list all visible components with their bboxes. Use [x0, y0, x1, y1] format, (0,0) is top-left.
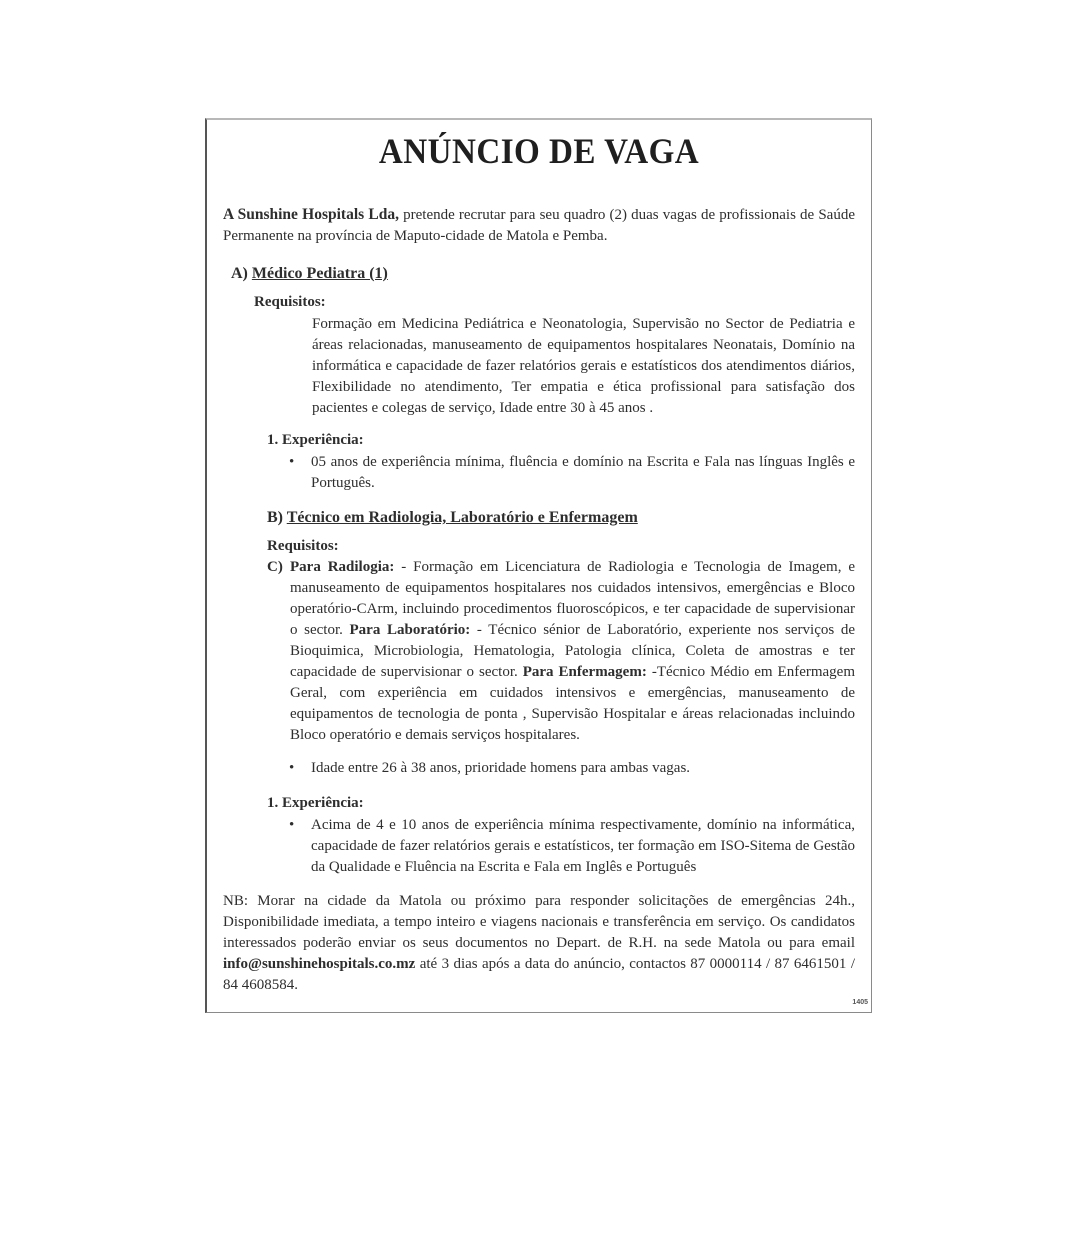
section-a-requirements-label: Requisitos:	[254, 294, 326, 310]
section-a-requirements-text: Formação em Medicina Pediátrica e Neonatologia, Supervisão no Sector de Pediatria e áreas relacionadas, manuseamento de equipamentos hospitalares Neonatais, Domínio na informática e capacidade de fazer relatórios gerais e estatísticos dos atendimentos diários, Flexibilidade no atendimento, Ter empatia e ética profissional para satisfação dos pacientes e colegas de serviço, Idade entre 30 à 45 anos .	[312, 316, 855, 416]
enfermagem-label: Para Enfermagem:	[522, 664, 647, 680]
bullet-icon: •	[289, 817, 295, 833]
note-text-after: até 3 dias após a data do anúncio, contactos 87 0000114 / 87 6461501 / 84 4608584.	[223, 956, 855, 993]
section-c-text	[290, 557, 855, 746]
job-advert-frame	[205, 118, 872, 1013]
section-b-requirements-label: Requisitos:	[267, 538, 339, 554]
section-b-experience-label: 1. Experiência:	[267, 795, 364, 811]
section-b-heading	[267, 507, 638, 528]
section-b-experience-item	[289, 815, 855, 878]
section-b-experience-text: Acima de 4 e 10 anos de experiência mínima respectivamente, domínio na informática, capacidade de fazer relatórios gerais e estatísticos, ter formação em ISO-Sitema de Gestão da Qualidade e Fluência na Escrita e Fala em Inglês e Português	[311, 817, 855, 875]
laboratorio-text: - Técnico sénior de Laboratório, experiente nos serviços de Bioquimica, Microbiologia, Hematologia, Patologia clínica, Coleta de amostras e ter capacidade de supervisionar o sector.	[290, 622, 855, 680]
section-a-title: Médico Pediatra (1)	[251, 265, 388, 282]
section-a-heading	[231, 263, 388, 284]
contact-email: info@sunshinehospitals.co.mz	[223, 956, 416, 972]
intro-text: pretende recrutar para seu quadro (2) duas vagas de profissionais de Saúde Permanente na província de Maputo-cidade de Matola e Pemba.	[223, 207, 855, 244]
bullet-icon: •	[289, 760, 295, 776]
note-paragraph	[223, 891, 855, 996]
section-b-age-text: Idade entre 26 à 38 anos, prioridade homens para ambas vagas.	[311, 760, 691, 776]
section-a-experience-text: 05 anos de experiência mínima, fluência e domínio na Escrita e Fala nas línguas Inglês e Português.	[311, 454, 855, 491]
section-b-age-item	[289, 758, 855, 779]
radiologia-text: - Formação em Licenciatura de Radiologia e Tecnologia de Imagem, e manuseamento de equipamentos hospitalares nos cuidados intensivos, emergências e Bloco operatório-CArm, incluindo procedimentos fluoroscópicos, e ter capacidade de supervisionar o sector.	[290, 559, 855, 638]
radiologia-label: Para Radilogia:	[290, 559, 395, 575]
laboratorio-label: Para Laboratório:	[349, 622, 471, 638]
page-title: ANÚNCIO DE VAGA	[378, 131, 700, 171]
section-b-prefix: B)	[267, 509, 287, 526]
section-c-paragraph	[267, 557, 855, 746]
enfermagem-text: -Técnico Médio em Enfermagem Geral, com experiência em cuidados intensivos e emergências, manuseamento de equipamentos de tecnologia de ponta , Supervisão Hospitalar e áreas relacionadas incluindo Bloco operatório e demais serviços hospitalares.	[290, 664, 856, 743]
company-name: A Sunshine Hospitals Lda,	[223, 206, 400, 223]
bullet-icon: •	[289, 454, 295, 470]
reference-code: 1405	[852, 999, 868, 1006]
section-a-experience-label: 1. Experiência:	[267, 432, 364, 448]
section-a-prefix: A)	[231, 265, 252, 282]
section-a-experience-item	[289, 452, 855, 494]
intro-paragraph	[223, 204, 855, 247]
note-text-before: NB: Morar na cidade da Matola ou próximo para responder solicitações de emergências 24h., Disponibilidade imediata, a tempo inteiro e viagens nacionais e transferência em serviço. Os candidatos interessados poderão enviar os seus documentos no Depart. de R.H. na sede Matola ou para email	[223, 893, 855, 951]
section-b-title: Técnico em Radiologia, Laboratório e Enfermagem	[286, 509, 638, 526]
section-c-label: C)	[267, 559, 283, 575]
